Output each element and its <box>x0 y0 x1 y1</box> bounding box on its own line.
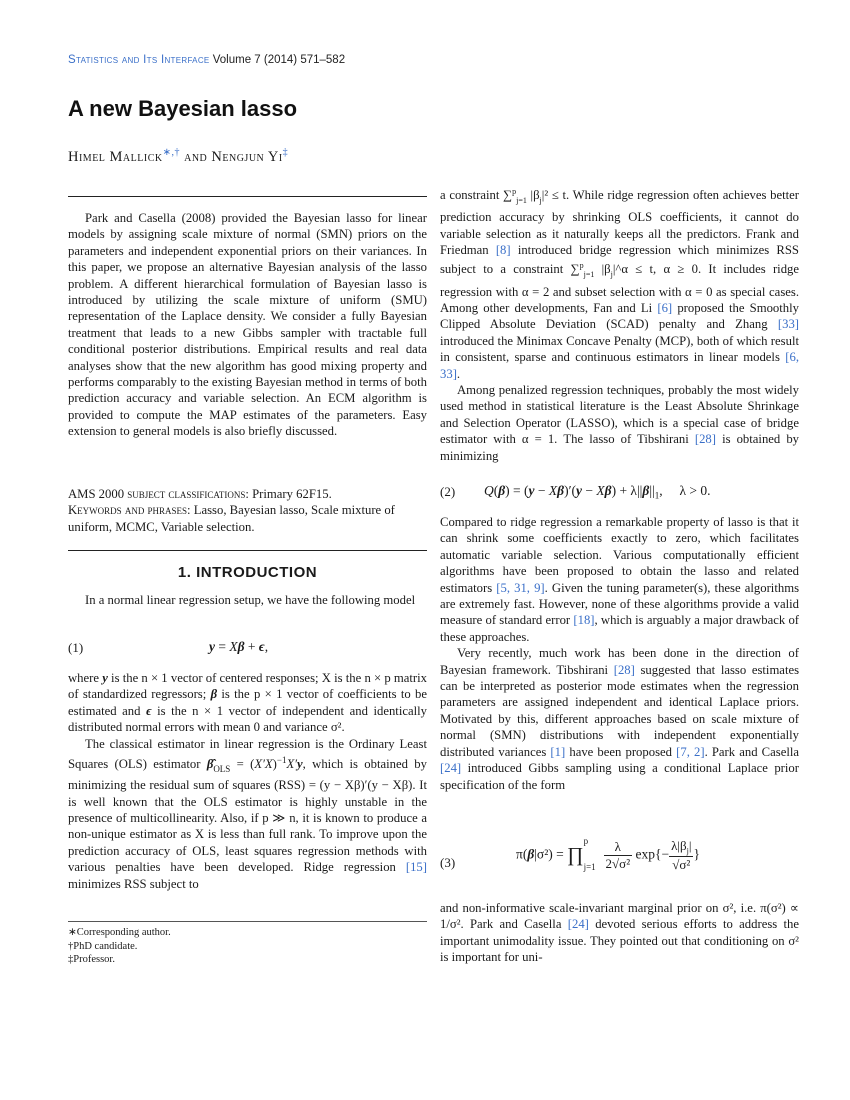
p3-a: Compared to ridge regression a remarkable property of lasso is that it can shrink some coefficients exactly to zero, which facilitates automatic variable selection. Various computationally efficient algorithms have been proposed to obtain the lasso and related estimators <box>440 515 799 595</box>
p1-d: introduced bridge regression which minimizes RSS subject to a constraint ∑ <box>440 242 799 277</box>
ref-8[interactable]: [8] <box>495 242 511 257</box>
p4-a: Very recently, much work has been done in the direction of Bayesian framework. Tibshirani <box>440 646 799 677</box>
p1-a: a constraint ∑ <box>440 188 513 203</box>
author-1: Himel Mallick <box>68 148 163 165</box>
equation-3: $\pi(\beta|\sigma^2) = \prod_{j=1}^p$ $\frac{\lambda}{\text{2√σ²}}$ exp{− $\frac{\lambda|\beta_j|}{\text{√σ²}}$ } <box>516 836 700 873</box>
p1-h: introduced the Minimax Concave Penalty (MCP), both of which result in consistent, sparse and continuous estimators in linear models <box>440 333 799 365</box>
ref-1[interactable]: [1] <box>550 744 566 759</box>
p5-a: and non-informative scale-invariant marginal prior on σ², i.e. π(σ²) ∝ 1/σ². Park and Casella <box>440 901 799 932</box>
keywords-value: Lasso, Bayesian lasso, Scale mixture of uniform, MCMC, Variable selection. <box>68 503 395 534</box>
ams-label: AMS 2000 subject classifications: <box>68 487 249 501</box>
p3-c: , which is arguably a major drawback of these approaches. <box>440 613 800 644</box>
where-text-a: where <box>68 671 99 685</box>
ref-15[interactable]: [15] <box>405 860 427 875</box>
where-text-b: is the n × 1 vector of centered responses; X is the n × p matrix of standardized regressors; <box>68 671 428 702</box>
footnote-3: ‡Professor. <box>68 954 115 965</box>
section-heading: 1. INTRODUCTION <box>177 564 318 581</box>
p4-c: have been proposed <box>569 744 672 759</box>
ref-28b[interactable]: [28] <box>613 662 635 677</box>
section-top-rule <box>68 550 427 551</box>
equation-1-number: (1) <box>68 640 84 655</box>
p1-e: |β <box>601 262 611 277</box>
ref-24b[interactable]: [24] <box>567 917 589 932</box>
paper-title: A new Bayesian lasso <box>68 96 298 121</box>
ref-6-33[interactable]: [6, 33] <box>440 350 799 381</box>
footnote-rule <box>68 921 427 922</box>
p4-d: . Park and Casella <box>704 744 800 759</box>
author-1-marks[interactable]: ∗,† <box>162 147 180 158</box>
p4-e: introduced Gibbs sampling using a conditional Laplace prior specification of the form <box>440 761 799 792</box>
p2-text: Among penalized regression techniques, probably the most widely used method in statistical literature is the Least Absolute Shrinkage and Selection Operator (LASSO), which is a special case of bridge estimator with α = 1. The lasso of Tibshirani <box>440 383 799 447</box>
ref-5-31-9[interactable]: [5, 31, 9] <box>496 580 545 595</box>
ref-33[interactable]: [33] <box>777 317 800 332</box>
right-column-p3 <box>440 514 799 793</box>
equation-2-number: (2) <box>440 484 456 499</box>
intro-text: In a normal linear regression setup, we have the following model <box>85 593 416 607</box>
intro-paragraph <box>68 592 427 608</box>
journal-name[interactable]: Statistics and Its Interface <box>68 54 210 66</box>
ref-28[interactable]: [28] <box>694 432 716 447</box>
p1-c: |² ≤ t. While ridge regression often achieves better prediction accuracy by shrinking OLS coefficients, it cannot do variable selection as it naturally keeps all the predictors. Frank and Friedman <box>440 188 799 257</box>
ref-7-2[interactable]: [7, 2] <box>676 744 705 759</box>
p2-text-b: is obtained by minimizing <box>440 432 800 463</box>
footnote-1: ∗Corresponding author. <box>68 927 171 938</box>
author-2-marks[interactable]: ‡ <box>282 147 289 158</box>
p4-b: suggested that lasso estimates can be interpreted as posterior mode estimates when the regression parameters are assigned independent and identical Laplace priors. Motivated by this, different approaches based on scale mixture of normal (SMN) distributions with independent exponentially distributed variances <box>440 662 800 759</box>
abstract-text: Park and Casella (2008) provided the Bayesian lasso for linear models by assigning scale mixture of normal (SMN) priors on the parameters and independent exponential priors on their variances. In this paper, we propose an alternative Bayesian analysis of the lasso problem. A different hierarchical formulation of Bayesian lasso is introduced by utilizing the scale mixture of uniform (SMU) representation of the Laplace density. We consider a fully Bayesian treatment that leads to a new Gibbs sampler with tractable full conditional posterior distributions. Empirical results and real data analyses show that the new algorithm has good mixing property and performs comparably to the existing Bayesian method in terms of both prediction accuracy and variable selection. An ECM algorithm is provided to compute the MAP estimates of the parameters. Easy extension to general models is also briefly discussed. <box>68 211 427 439</box>
abstract-top-rule <box>68 196 427 197</box>
right-column-p1: a constraint ∑$^p_{j=1}$ $|\beta_j|^2 \le t$. While ridge regression often achieves better prediction accuracy by shrinking OLS coefficients, it cannot do variable selection as it naturally keeps all the predictors. Frank and Friedman [8] introduced bridge regression which minimizes RSS subject to a constraint ∑$^p_{j=1}$ $|\beta_j|\^{}\alpha \le t$, α ≥ 0. It includes ridge regression with α = 2 and subset selection with α = 0 as special cases. Among other developments, Fan and Li [6] proposed the Smoothly Clipped Absolute Deviation (SCAD) penalty and Zhang [33] introduced the Minimax Concave Penalty (MCP), both of which result in consistent, sparse and continuous estimators in linear models [6, 33]. Among penalized regression techniques, probably the most widely used method in statistical literature is the Least Absolute Shrinkage and Selection Operator (LASSO), which is a special case of bridge estimator with α = 1. The lasso of Tibshirani [28] is obtained by minimizing <box>440 187 800 463</box>
ref-6[interactable]: [6] <box>657 300 673 315</box>
p1-f: |^α ≤ t, α ≥ 0. It includes ridge regression with α = 2 and subset selection with α = 0 as special cases. Among other developments, Fan and Li <box>440 262 800 315</box>
ref-24[interactable]: [24] <box>440 761 462 776</box>
journal-header <box>68 54 345 66</box>
equation-3-number: (3) <box>440 855 456 870</box>
author-2: Nengjun Yi <box>211 148 283 165</box>
ref-18[interactable]: [18] <box>573 613 595 628</box>
author-line <box>68 147 288 166</box>
ams-value: Primary 62F15. <box>252 487 332 501</box>
where-text-c: is the p × 1 vector of coefficients to be estimated and <box>68 687 428 718</box>
definitions-paragraph: where y is the n × 1 vector of centered responses; X is the n × p matrix of standardized regressors; β is the p × 1 vector of coefficients to be estimated and ϵ is the n × 1 vector of independent and identically distributed normal errors with mean 0 and variance σ². The classical estimator in linear regression is the Ordinary Least Squares (OLS) estimator $\betâ_{OLS} = (X'X)^{-1}X'y$, which is obtained by minimizing the residual sum of squares (RSS) = (y − Xβ)′(y − Xβ). It is well known that the OLS estimator is highly unstable in the presence of multicollinearity. Also, if p ≫ n, it is known to produce a non-unique estimator as X is less than full rank. To improve upon the prediction accuracy of OLS, least squares regression methods with various penalties have been developed. Ridge regression [15] minimizes RSS subject to <box>68 671 428 891</box>
journal-volume: Volume 7 (2014) 571–582 <box>212 54 346 66</box>
p1-g: proposed the Smoothly Clipped Absolute Deviation (SCAD) penalty and Zhang <box>440 300 800 332</box>
footnote-2: †PhD candidate. <box>68 940 138 952</box>
p5-b: devoted serious efforts to address the important unimodality issue. They pointed out that conditioning on σ² is important for uni- <box>440 917 800 965</box>
ols-text-a: The classical estimator in linear regression is the Ordinary Least Squares (OLS) estimator <box>68 736 427 772</box>
footnotes <box>68 926 427 967</box>
p1-b: |β <box>530 188 540 203</box>
right-column-p5 <box>440 900 799 966</box>
author-connector: and <box>184 148 208 165</box>
equation-2: $Q(\beta) = (y - X\beta)'(y - X\beta) + \lambda||\beta||_1$, λ > 0. <box>484 483 711 501</box>
keywords-label: Keywords and phrases: <box>68 503 191 518</box>
ols-text-c: minimizes RSS subject to <box>68 876 199 891</box>
ols-text-b: which is obtained by minimizing the residual sum of squares (RSS) = (y − Xβ)′(y − Xβ). It is well known that the OLS estimator is highly unstable in the presence of multicollinearity. Also, if p ≫ n, it is known to produce a non-unique estimator as X is less than full rank. To improve upon the prediction accuracy of OLS, least squares regression methods with various penalties have been developed. Ridge regression <box>68 757 427 875</box>
abstract <box>68 210 427 440</box>
p3-b: . Given the tuning parameter(s), these algorithms are extremely fast. However, none of these algorithms provide a valid measure of standard error <box>440 580 800 628</box>
equation-1: y = Xβ + ϵ, <box>209 639 269 654</box>
where-text-d: is the n × 1 vector of independent and identically distributed normal errors with mean 0 and variance σ². <box>68 703 428 735</box>
classification-block <box>68 486 427 535</box>
